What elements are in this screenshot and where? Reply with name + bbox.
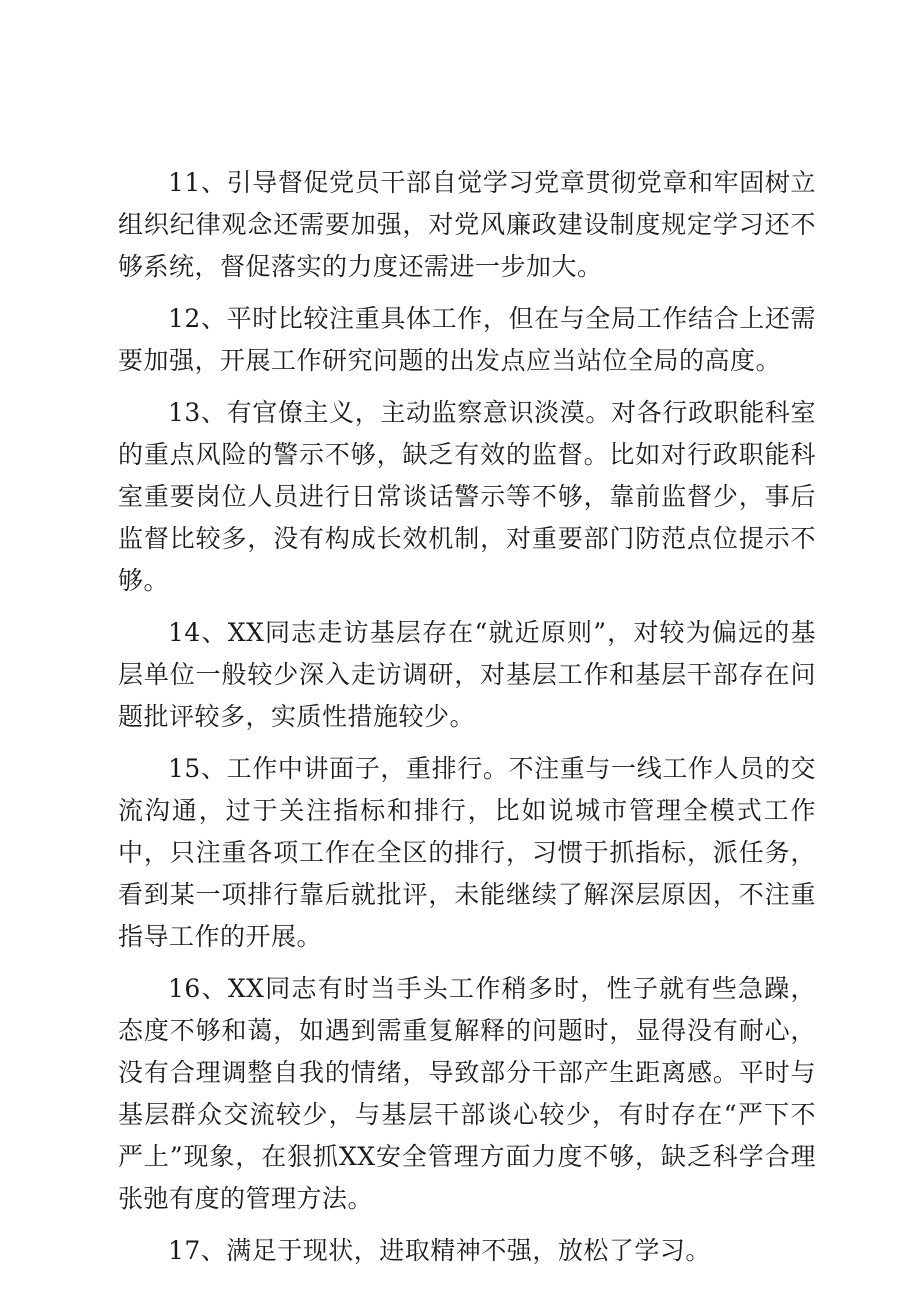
paragraph-16: 16、XX同志有时当手头工作稍多时，性子就有些急躁，态度不够和蔼，如遇到需重复解释的问题时，显得没有耐心，没有合理调整自我的情绪，导致部分干部产生距离感。平时与基层群众交流较少，与基层干部谈心较少，有时存在“严下不严上”现象，在狠抓XX安全管理方面力度不够，缺乏科学合理张弛有度的管理方法。 [118, 974, 816, 1213]
document-body [118, 162, 816, 1282]
paragraph-13: 13、有官僚主义，主动监察意识淡漠。对各行政职能科室的重点风险的警示不够，缺乏有效的监督。比如对行政职能科室重要岗位人员进行日常谈话警示等不够，靠前监督少，事后监督比较多，没有构成长效机制，对重要部门防范点位提示不够。 [118, 398, 816, 595]
paragraph-15: 15、工作中讲面子，重排行。不注重与一线工作人员的交流沟通，过于关注指标和排行，比如说城市管理全模式工作中，只注重各项工作在全区的排行，习惯于抓指标，派任务，看到某一项排行靠后就批评，未能继续了解深层原因，不注重指导工作的开展。 [118, 754, 816, 951]
paragraph-12: 12、平时比较注重具体工作，但在与全局工作结合上还需要加强，开展工作研究问题的出发点应当站位全局的高度。 [118, 304, 816, 375]
paragraph-14: 14、XX同志走访基层存在“就近原则”，对较为偏远的基层单位一般较少深入走访调研，对基层工作和基层干部存在问题批评较多，实质性措施较少。 [118, 618, 816, 731]
paragraph-11: 11、引导督促党员干部自觉学习党章贯彻党章和牢固树立组织纪律观念还需要加强，对党风廉政建设制度规定学习还不够系统，督促落实的力度还需进一步加大。 [118, 168, 816, 281]
paragraph-17: 17、满足于现状，进取精神不强，放松了学习。 [168, 1236, 711, 1265]
